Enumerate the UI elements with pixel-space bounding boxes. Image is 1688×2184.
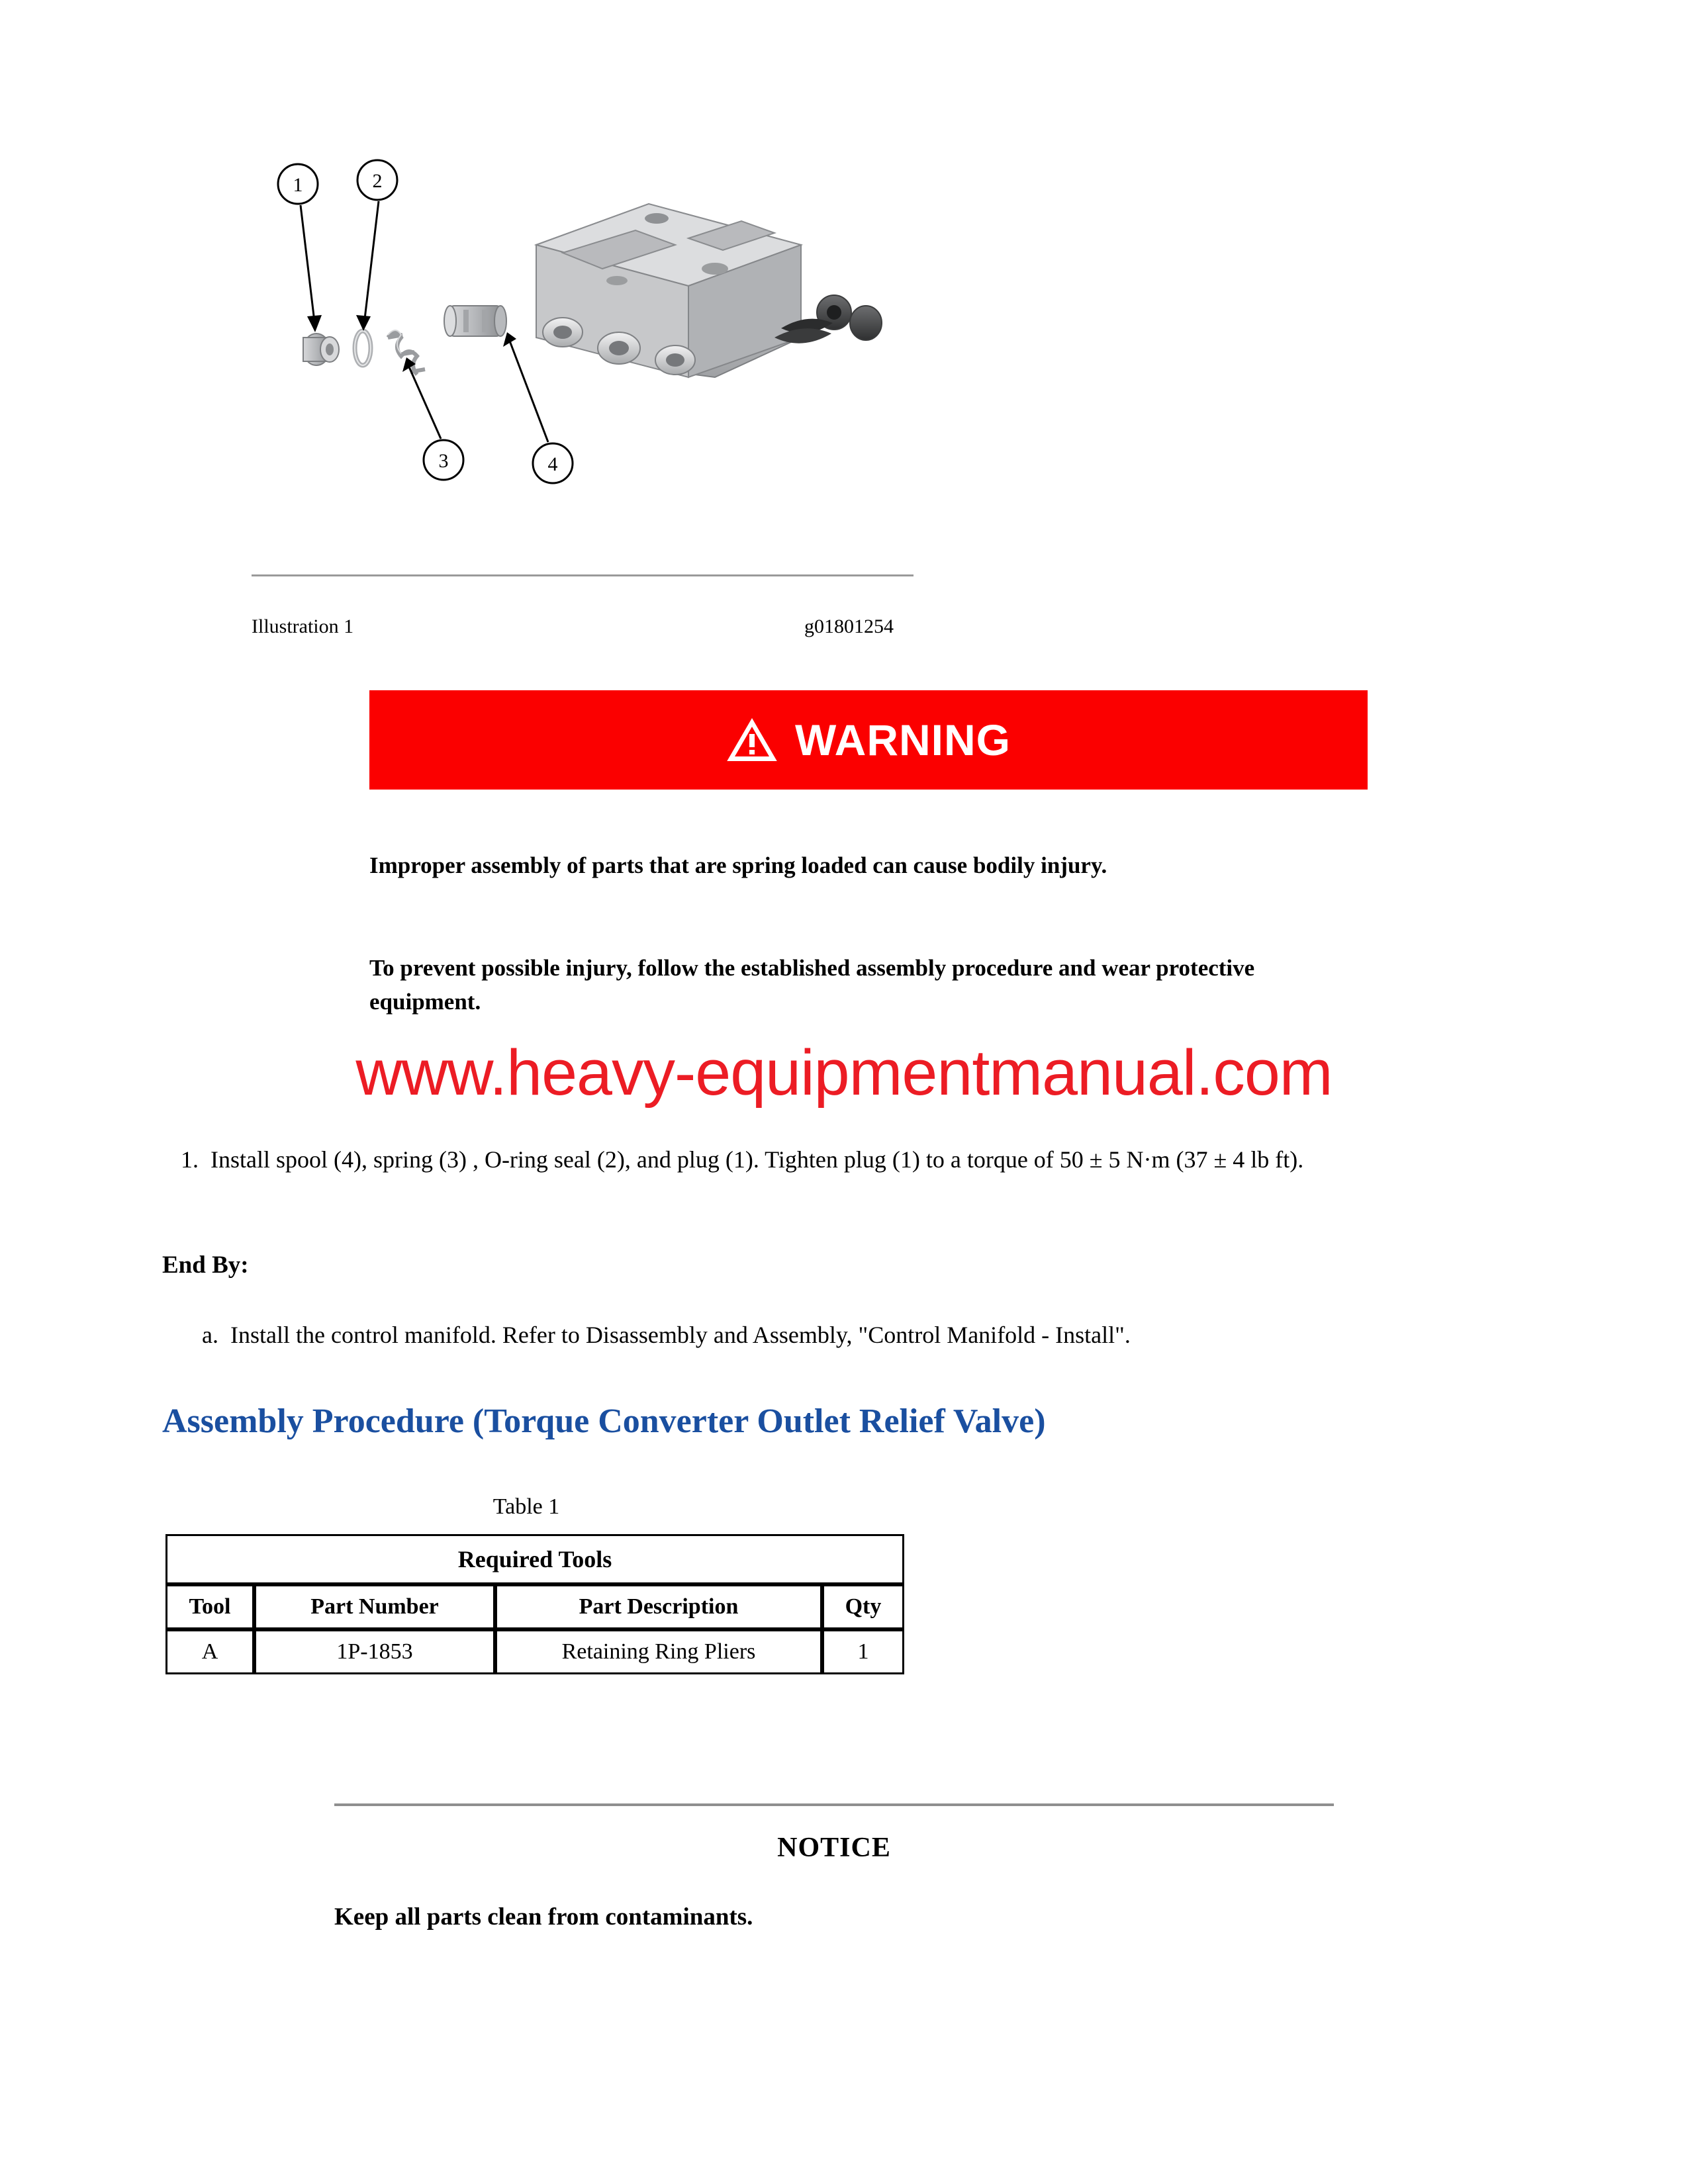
table-title: Required Tools xyxy=(165,1534,904,1584)
cell-qty: 1 xyxy=(822,1629,904,1674)
warning-paragraph-1: Improper assembly of parts that are spring loaded can cause bodily injury. xyxy=(369,852,1107,878)
step-a-text: Install the control manifold. Refer to Disassembly and Assembly, "Control Manifold - Install". xyxy=(230,1322,1131,1348)
warning-triangle-icon xyxy=(726,717,778,763)
table-title-row xyxy=(165,1534,904,1584)
callout-1-label: 1 xyxy=(293,174,303,196)
warning-paragraph-2: To prevent possible injury, follow the established assembly procedure and wear protective equipment. xyxy=(369,955,1255,1015)
o-ring-part xyxy=(355,331,371,365)
plug-part xyxy=(303,334,339,365)
notice-title: NOTICE xyxy=(777,1833,891,1863)
callout-2-label: 2 xyxy=(372,170,383,192)
callout-labels xyxy=(293,170,558,475)
callout-group xyxy=(278,160,573,483)
illustration-caption xyxy=(252,615,920,638)
step-1-text: Install spool (4), spring (3) , O-ring seal (2), and plug (1). Tighten plug (1) to a torque of 50 ± 5 N·m (37 ± 4 lb ft). xyxy=(211,1146,1304,1173)
callout-4-label: 4 xyxy=(547,453,558,475)
watermark-text: www.heavy-equipmentmanual.com xyxy=(355,1036,1333,1109)
notice-body: Keep all parts clean from contaminants. xyxy=(334,1903,753,1931)
callout-3-label: 3 xyxy=(438,450,449,472)
table-caption: Table 1 xyxy=(492,1494,560,1519)
notice-divider xyxy=(334,1803,1334,1806)
illustration-graphic-id: g01801254 xyxy=(804,615,894,637)
cell-part-description: Retaining Ring Pliers xyxy=(495,1629,822,1674)
page-title: Assembly Procedure (Torque Converter Outlet Relief Valve) xyxy=(162,1402,1046,1440)
cell-tool: A xyxy=(165,1629,254,1674)
table-header-row xyxy=(165,1584,904,1629)
spool-part xyxy=(444,306,506,336)
list-item xyxy=(172,1142,1403,1177)
list-marker: 1. xyxy=(181,1146,199,1173)
list-marker: a. xyxy=(202,1322,218,1348)
table-row xyxy=(165,1629,904,1674)
column-header-tool: Tool xyxy=(165,1584,254,1629)
cell-part-number: 1P-1853 xyxy=(254,1629,495,1674)
illustration-figure xyxy=(252,139,920,576)
illustration-divider xyxy=(252,574,914,576)
list-item xyxy=(192,1317,1423,1353)
manifold-body xyxy=(536,204,882,377)
column-header-qty: Qty xyxy=(822,1584,904,1629)
required-tools-table xyxy=(165,1534,904,1674)
column-header-part-number: Part Number xyxy=(254,1584,495,1629)
warning-label: WARNING xyxy=(795,715,1011,764)
warning-banner xyxy=(369,690,1368,790)
end-by-heading: End By: xyxy=(162,1251,249,1279)
exploded-view-diagram xyxy=(252,139,920,576)
column-header-part-description: Part Description xyxy=(495,1584,822,1629)
illustration-caption-label: Illustration 1 xyxy=(252,615,354,637)
